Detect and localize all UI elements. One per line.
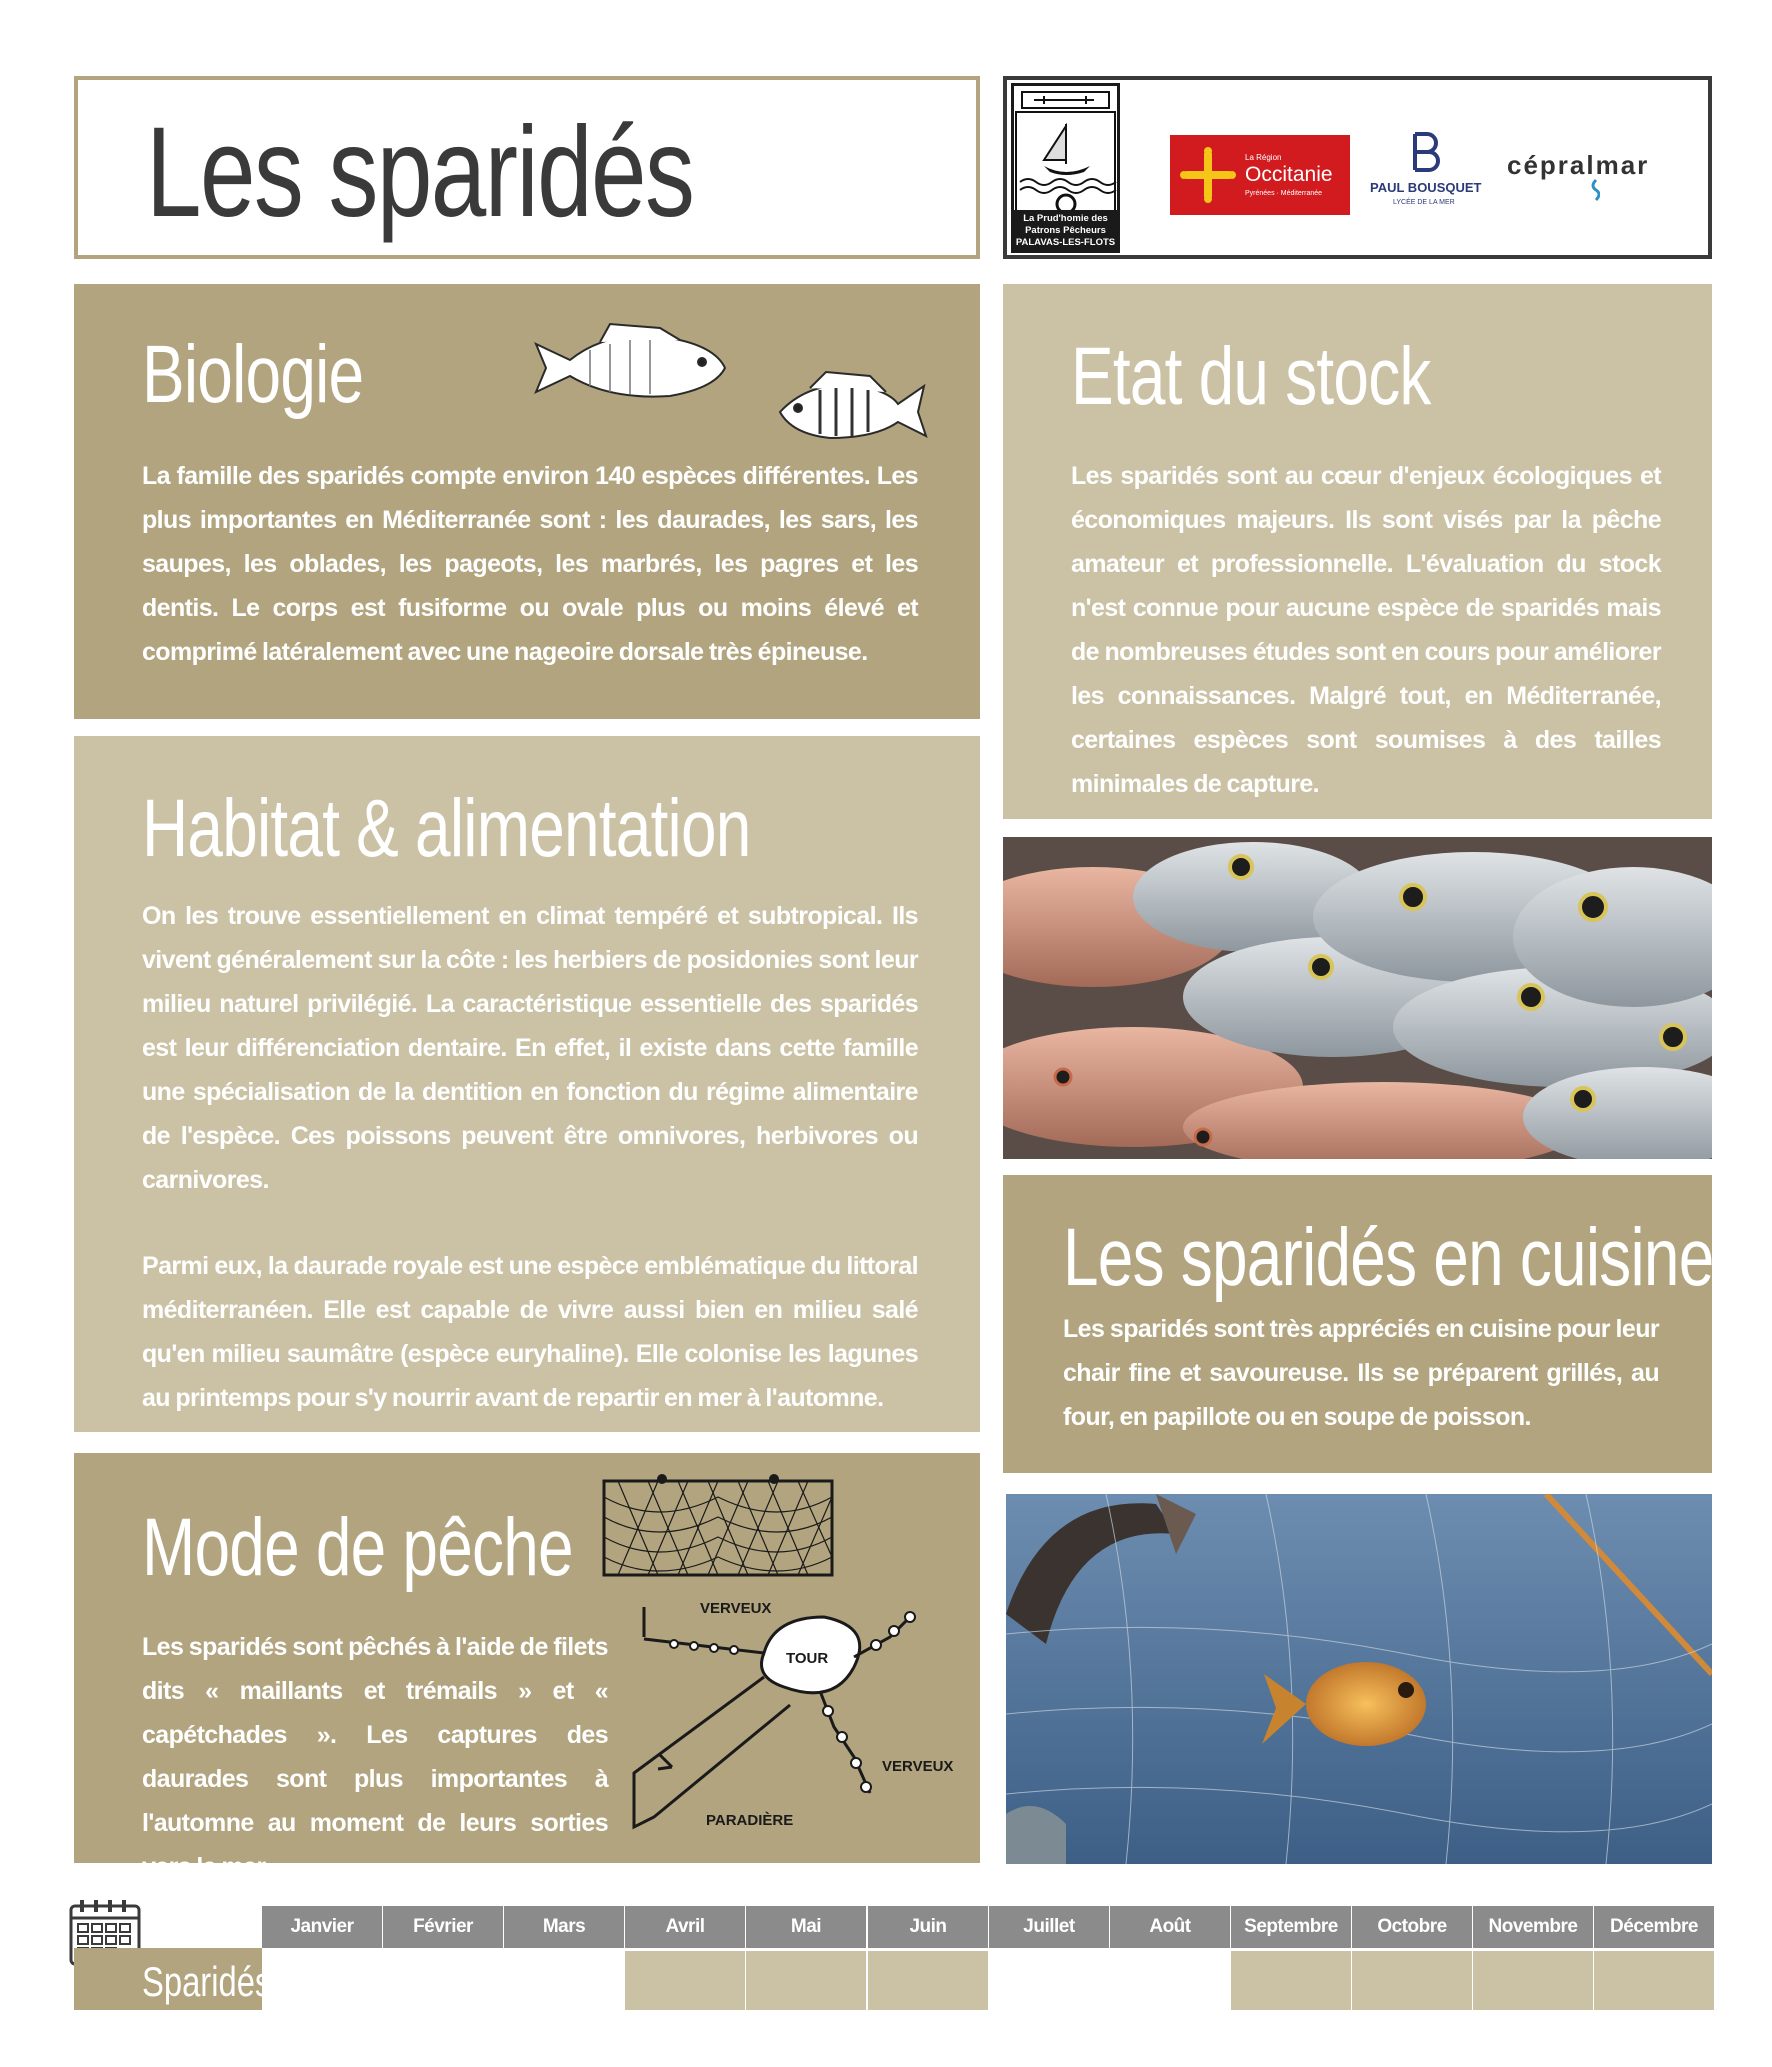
partner-logos xyxy=(1003,76,1712,259)
month-header-0: Janvier xyxy=(262,1906,382,1948)
habitat-paragraph-1: On les trouve essentiellement en climat tempéré et subtropical. Ils vivent généralement sur la côte : les herbiers de posidonies sont leur milieu naturel privilégié. La caractéristique essentielle des sparidés est leur différenciation dentaire. En effet, il existe dans cette famille une spécialisation de la dentition en fonction du régime alimentaire de l'espèce. Ces poissons peuvent être omnivores, herbivores ou carnivores. xyxy=(142,902,918,1194)
occitanie-logo: La Région Occitanie Pyrénées · Méditerranée xyxy=(1170,135,1350,215)
page-title: Les sparidés xyxy=(146,101,694,244)
paul-bousquet-name: PAUL BOUSQUET xyxy=(1370,180,1482,195)
label-verveux-right: VERVEUX xyxy=(882,1758,954,1775)
peche-heading: Mode de pêche xyxy=(142,1502,573,1593)
biologie-heading: Biologie xyxy=(142,329,364,420)
month-cell-6 xyxy=(989,1951,1109,2010)
month-cell-7 xyxy=(1110,1951,1230,2010)
cepralmar-wave-icon xyxy=(1590,178,1600,202)
month-cell-2 xyxy=(504,1951,624,2010)
occitan-cross-icon xyxy=(1178,145,1238,205)
stock-section xyxy=(1003,284,1712,819)
paul-bousquet-emblem-icon xyxy=(1407,130,1443,174)
calendar-species-label: Sparidés xyxy=(74,1948,262,2010)
habitat-text xyxy=(142,894,918,1420)
month-cell-8 xyxy=(1231,1951,1351,2010)
label-verveux-top: VERVEUX xyxy=(700,1600,772,1617)
month-header-5: Juin xyxy=(868,1906,988,1948)
cepralmar-logo: cépralmar xyxy=(1507,150,1650,180)
stock-text: Les sparidés sont au cœur d'enjeux écologiques et économiques majeurs. Ils sont visés par la pêche amateur et professionnelle. L'évaluation du stock n'est connue pour aucune espèce de sparidés mais de nombreuses études sont en cours pour améliorer les connaissances. Malgré tout, en Méditerranée, certaines espèces sont soumises à des tailles minimales de capture. xyxy=(1071,462,1661,798)
month-header-3: Avril xyxy=(625,1906,745,1948)
paul-bousquet-sub: LYCÉE DE LA MER xyxy=(1393,199,1455,206)
prudhomie-logo xyxy=(1011,83,1120,253)
month-cell-0 xyxy=(262,1951,382,2010)
peche-section xyxy=(74,1453,980,1881)
fish-in-net-image xyxy=(1006,1494,1712,1864)
boat-emblem-icon xyxy=(1014,86,1117,216)
month-cell-10 xyxy=(1473,1951,1593,2010)
title-box xyxy=(74,76,980,259)
month-header-1: Février xyxy=(383,1906,503,1948)
habitat-heading: Habitat & alimentation xyxy=(142,783,751,874)
prudhomie-caption: La Prud'homie des Patrons Pêcheurs PALAVAS-LES-FLOTS xyxy=(1014,210,1117,250)
label-paradiere: PARADIÈRE xyxy=(706,1812,794,1829)
fish-market-photo xyxy=(1003,837,1712,1159)
cuisine-text: Les sparidés sont très appréciés en cuisine pour leur chair fine et savoureuse. Ils se préparent grillés, au four, en papillote ou en soupe de poisson. xyxy=(1063,1315,1659,1431)
month-cell-11 xyxy=(1594,1951,1714,2010)
month-cell-1 xyxy=(383,1951,503,2010)
trap-net-diagram xyxy=(614,1587,974,1857)
month-cell-4 xyxy=(746,1951,866,2010)
habitat-section xyxy=(74,736,980,1432)
fish-illustrations-icon xyxy=(530,320,930,450)
cuisine-heading: Les sparidés en cuisine xyxy=(1063,1212,1714,1303)
month-header-4: Mai xyxy=(746,1906,866,1948)
stock-heading: Etat du stock xyxy=(1071,331,1431,422)
biologie-section xyxy=(74,284,980,719)
cuisine-section xyxy=(1003,1175,1712,1473)
month-cell-3 xyxy=(625,1951,745,2010)
month-header-2: Mars xyxy=(504,1906,624,1948)
fish-in-net-photo xyxy=(1006,1494,1712,1864)
peche-text: Les sparidés sont pêchés à l'aide de filets dits « maillants et trémails » et « capétchades ». Les captures des daurades sont plus importantes à l'automne au moment de leurs sorties vers la mer. xyxy=(142,1633,608,1881)
month-header-11: Décembre xyxy=(1594,1906,1714,1948)
month-header-8: Septembre xyxy=(1231,1906,1351,1948)
month-header-10: Novembre xyxy=(1473,1906,1593,1948)
fish-pile-image xyxy=(1003,837,1712,1159)
habitat-paragraph-2: Parmi eux, la daurade royale est une espèce emblématique du littoral méditerranéen. Elle est capable de vivre aussi bien en milieu salé qu'en milieu saumâtre (espèce euryhaline). Elle colonise les lagunes au printemps pour s'y nourrir avant de repartir en mer à l'automne. xyxy=(142,1252,918,1412)
month-header-6: Juillet xyxy=(989,1906,1109,1948)
month-header-9: Octobre xyxy=(1352,1906,1472,1948)
month-cell-5 xyxy=(868,1951,988,2010)
gill-net-illustration xyxy=(598,1467,938,1589)
biologie-text: La famille des sparidés compte environ 140 espèces différentes. Les plus importantes en Méditerranée sont : les daurades, les sars, les saupes, les oblades, les pageots, les marbrés, les pagres et les dentis. Le corps est fusiforme ou ovale plus ou moins élevé et comprimé latéralement avec une nageoire dorsale très épineuse. xyxy=(142,462,918,666)
month-cell-9 xyxy=(1352,1951,1472,2010)
label-tour: TOUR xyxy=(786,1650,829,1667)
month-header-7: Août xyxy=(1110,1906,1230,1948)
